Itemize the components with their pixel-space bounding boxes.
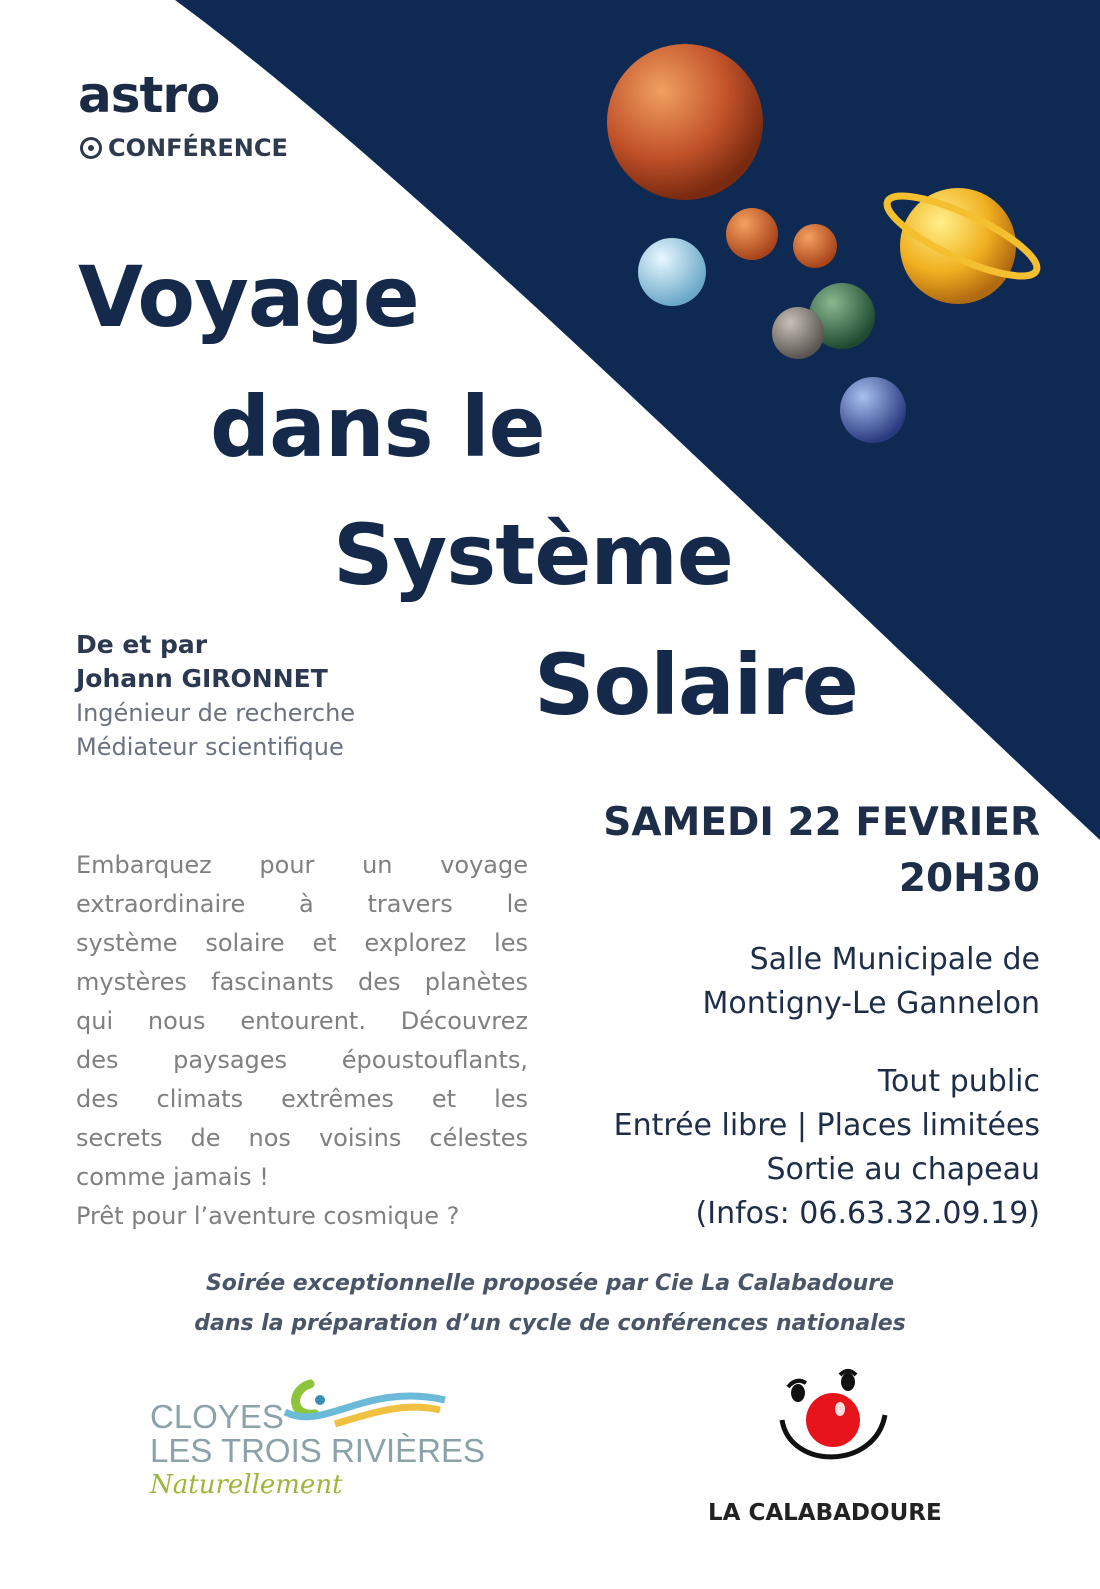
info-line: Tout public (877, 1064, 1040, 1099)
title-line-2: dans le (210, 378, 545, 476)
title-line-3: Système (333, 506, 733, 604)
venue-line: Montigny-Le Gannelon (702, 986, 1040, 1021)
info-line: Sortie au chapeau (766, 1152, 1040, 1187)
venue-line: Salle Municipale de (749, 942, 1040, 977)
brand-subtitle-text: CONFÉRENCE (108, 134, 288, 162)
info-phone: (Infos: 06.63.32.09.19) (695, 1196, 1040, 1231)
info-line: Entrée libre | Places limitées (613, 1108, 1040, 1143)
planet-uranus (638, 238, 706, 306)
calabadoure-logo-text: LA CALABADOURE (708, 1500, 942, 1526)
author-block (76, 628, 355, 764)
cloyes-logo (150, 1400, 485, 1502)
description-line: des climats extrêmes et les (76, 1085, 528, 1113)
event-date: SAMEDI 22 FEVRIER (603, 800, 1040, 845)
description-line: mystères fascinants des planètes (76, 968, 528, 996)
description-line: système solaire et explorez les (76, 929, 528, 957)
event-datetime (603, 795, 1040, 907)
planet-mercury (772, 307, 824, 359)
clown-face-logo (770, 1365, 895, 1475)
description-line: extraordinaire à travers le (76, 890, 528, 918)
footer-note (0, 1264, 1100, 1344)
brand-subtitle (80, 134, 288, 162)
brand-logo: astro (78, 66, 220, 124)
author-role: Médiateur scientifique (76, 733, 344, 761)
planet-earth (840, 377, 906, 443)
cloyes-tagline: Naturellement (150, 1470, 343, 1500)
title-line-1: Voyage (78, 248, 419, 346)
description (76, 846, 528, 1236)
title-line-4: Solaire (534, 636, 858, 734)
author-intro: De et par (76, 630, 208, 659)
description-line: secrets de nos voisins célestes (76, 1124, 528, 1152)
planet-jupiter (607, 44, 763, 200)
event-info (614, 1060, 1040, 1236)
description-line: comme jamais ! (76, 1163, 269, 1191)
description-line: Prêt pour l’aventure cosmique ? (76, 1202, 460, 1230)
description-line: qui nous entourent. Découvrez (76, 1007, 528, 1035)
author-name: Johann GIRONNET (76, 664, 328, 693)
author-role: Ingénieur de recherche (76, 699, 356, 727)
planet-mars (793, 224, 837, 268)
cloyes-line: CLOYES (150, 1398, 284, 1435)
target-icon (76, 133, 106, 163)
description-line: Embarquez pour un voyage (76, 851, 528, 879)
event-time: 20H30 (898, 856, 1040, 901)
footer-line: Soirée exceptionnelle proposée par Cie La Calabadoure (205, 1271, 895, 1296)
planet-small-orange (726, 208, 778, 260)
event-venue (703, 938, 1040, 1026)
cloyes-line: LES TROIS RIVIÈRES (150, 1432, 485, 1469)
footer-line: dans la préparation d’un cycle de conférences nationales (194, 1311, 906, 1336)
description-line: des paysages époustouflants, (76, 1046, 528, 1074)
